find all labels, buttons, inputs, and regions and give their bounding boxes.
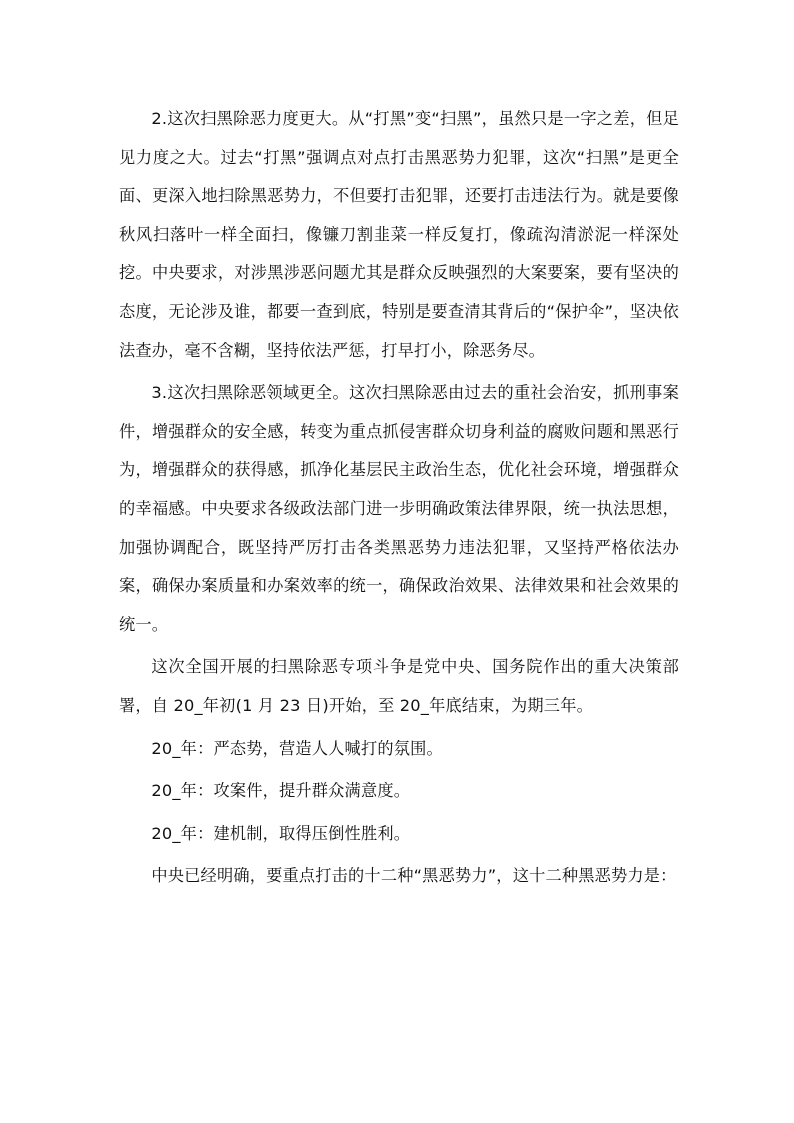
paragraph-timeline: 这次全国开展的扫黑除恶专项斗争是党中央、国务院作出的重大决策部署，自 20_年初(1 月 23 日)开始，至 20_年底结束，为期三年。	[119, 657, 679, 715]
paragraph-twelve-forces: 中央已经明确，要重点打击的十二种“黑恶势力”，这十二种黑恶势力是：	[151, 866, 677, 886]
document-body	[119, 100, 679, 896]
paragraph-year-1: 20_年：严态势，营造人人喊打的氛围。	[151, 738, 443, 758]
paragraph-year-3: 20_年：建机制，取得压倒性胜利。	[151, 823, 411, 843]
paragraph-scope: 3.这次扫黑除恶领域更全。这次扫黑除恶由过去的重社会治安，抓刑事案件，增强群众的安全感，转变为重点抓侵害群众切身利益的腐败问题和黑恶行为，增强群众的获得感，抓净化基层民主政治生态，优化社会环境，增强群众的幸福感。中央要求各级政法部门进一步明确政策法律界限，统一执法思想，加强协调配合，既坚持严厉打击各类黑恶势力违法犯罪，又坚持严格依法办案，确保办案质量和办案效率的统一，确保政治效果、法律效果和社会效果的统一。	[119, 383, 679, 634]
paragraph-year-2: 20_年：攻案件，提升群众满意度。	[151, 781, 411, 801]
paragraph-intensity: 2.这次扫黑除恶力度更大。从“打黑”变“扫黑”，虽然只是一字之差，但足见力度之大。过去“打黑”强调点对点打击黑恶势力犯罪，这次“扫黑”是更全面、更深入地扫除黑恶势力，不但要打击犯罪，还要打击违法行为。就是要像秋风扫落叶一样全面扫，像镰刀割韭菜一样反复打，像疏沟清淤泥一样深处挖。中央要求，对涉黑涉恶问题尤其是群众反映强烈的大案要案，要有坚决的态度，无论涉及谁，都要一查到底，特别是要查清其背后的“保护伞”，坚决依法查办，毫不含糊，坚持依法严惩，打早打小，除恶务尽。	[119, 109, 679, 360]
